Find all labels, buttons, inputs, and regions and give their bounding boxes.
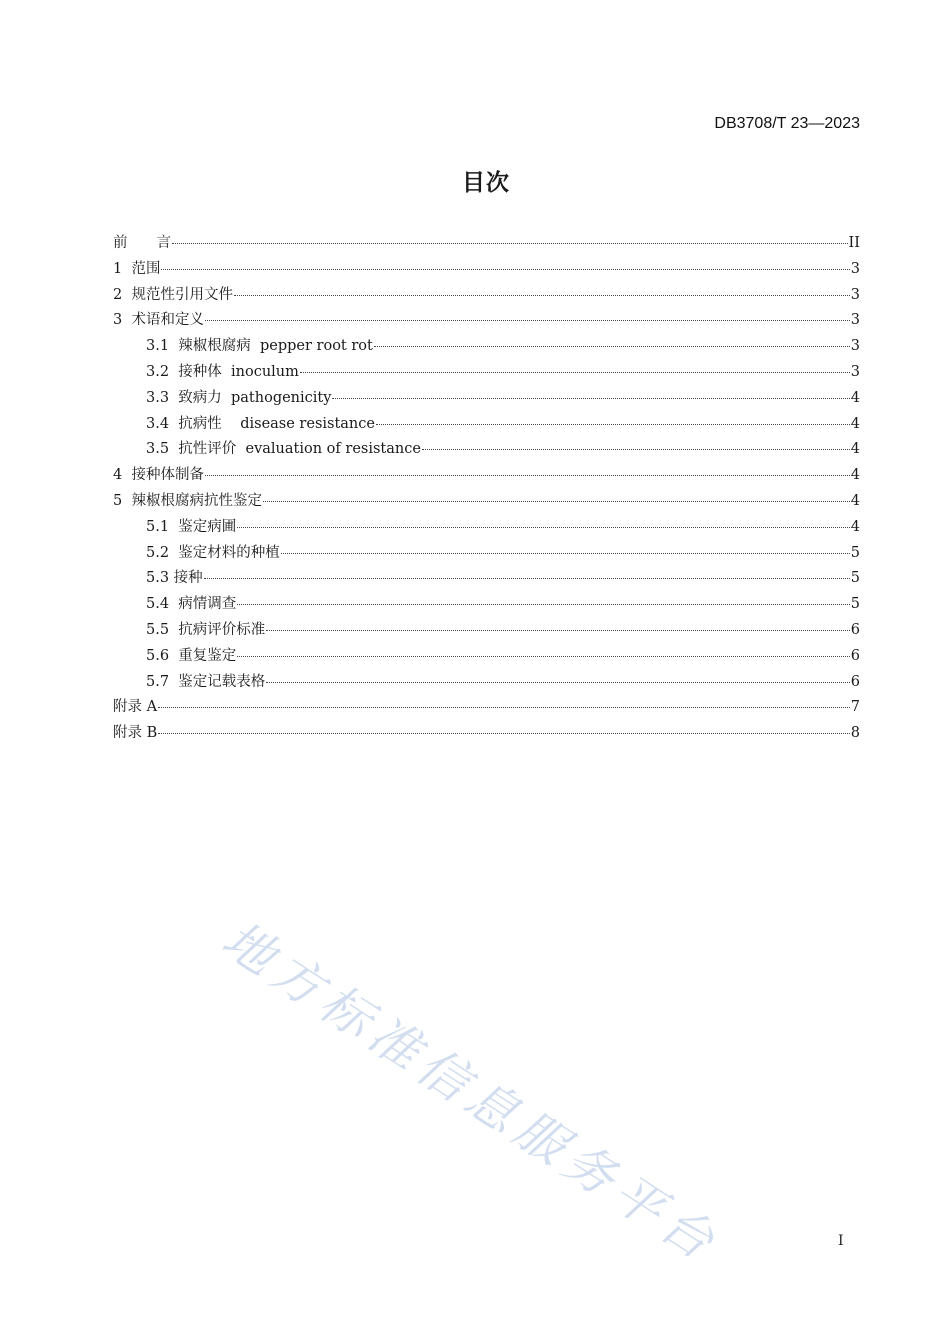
- toc-entry-label: 4 接种体制备: [113, 467, 204, 484]
- toc-entry[interactable]: [113, 463, 860, 489]
- toc-dot-leader: [237, 603, 849, 605]
- toc-entry-page: 7: [850, 699, 860, 716]
- toc-dot-leader: [205, 319, 850, 321]
- page-title: 目次: [462, 170, 510, 196]
- toc-entry-page: 4: [850, 441, 860, 458]
- toc-dot-leader: [266, 629, 849, 631]
- toc-entry-page: 6: [850, 673, 860, 690]
- toc-entry-label: 5.2 鉴定材料的种植: [146, 544, 280, 561]
- toc-entry[interactable]: [113, 360, 860, 386]
- toc-entry-label: 5.4 病情调查: [146, 596, 237, 613]
- toc-entry[interactable]: [113, 644, 860, 670]
- toc-dot-leader: [266, 681, 849, 683]
- toc-entry-label: 3.2 接种体 inoculum: [146, 363, 299, 380]
- toc-dot-leader: [237, 526, 849, 528]
- toc-entry[interactable]: [113, 592, 860, 618]
- toc-entry-page: 4: [850, 467, 860, 484]
- toc-dot-leader: [237, 655, 849, 657]
- toc-entry-page: 5: [850, 596, 860, 613]
- toc-entry-label: 5.1 鉴定病圃: [146, 518, 237, 535]
- toc-entry[interactable]: [113, 308, 860, 334]
- toc-entry[interactable]: [113, 541, 860, 567]
- toc-dot-leader: [376, 423, 850, 425]
- toc-entry-page: 8: [850, 725, 860, 742]
- toc-entry[interactable]: [113, 412, 860, 438]
- toc-entry-page: 3: [850, 286, 860, 303]
- toc-dot-leader: [158, 706, 850, 708]
- toc-entry-label: 5.6 重复鉴定: [146, 647, 237, 664]
- toc-entry[interactable]: [113, 231, 860, 257]
- toc-entry-label: 3.5 抗性评价 evaluation of resistance: [146, 441, 421, 458]
- toc-dot-leader: [172, 242, 848, 244]
- toc-entry[interactable]: [113, 721, 860, 747]
- toc-entry-page: 3: [850, 363, 860, 380]
- toc-dot-leader: [205, 474, 850, 476]
- toc-dot-leader: [300, 371, 850, 373]
- toc-entry[interactable]: [113, 489, 860, 515]
- toc-entry-label: 附录 A: [113, 699, 158, 716]
- toc-entry-label: 3 术语和定义: [113, 312, 204, 329]
- toc-dot-leader: [281, 552, 850, 554]
- toc-entry-label: 3.1 辣椒根腐病 pepper root rot: [146, 338, 373, 355]
- toc-entry-page: 6: [850, 621, 860, 638]
- toc-entry-label: 3.4 抗病性 disease resistance: [146, 415, 375, 432]
- page-number: I: [838, 1233, 844, 1249]
- toc-entry[interactable]: [113, 437, 860, 463]
- toc-entry-page: 3: [850, 260, 860, 277]
- toc-entry-page: 3: [850, 312, 860, 329]
- toc-entry-label: 前 言: [113, 235, 171, 251]
- toc-dot-leader: [234, 294, 850, 296]
- toc-entry-page: 6: [850, 647, 860, 664]
- toc-entry-page: 4: [850, 389, 860, 406]
- toc-dot-leader: [161, 268, 849, 270]
- toc-entry[interactable]: [113, 618, 860, 644]
- toc-entry-page: 5: [850, 544, 860, 561]
- toc-entry[interactable]: [113, 515, 860, 541]
- toc-dot-leader: [374, 345, 850, 347]
- document-code: DB3708/T 23—2023: [714, 115, 860, 132]
- toc-entry[interactable]: [113, 386, 860, 412]
- toc-dot-leader: [263, 500, 850, 502]
- toc-entry-label: 5 辣椒根腐病抗性鉴定: [113, 492, 262, 509]
- toc-dot-leader: [332, 397, 849, 399]
- toc-entry-label: 5.5 抗病评价标准: [146, 621, 266, 638]
- toc-entry-label: 附录 B: [113, 725, 158, 742]
- toc-entry-page: II: [848, 235, 860, 251]
- toc-dot-leader: [204, 577, 850, 579]
- toc-dot-leader: [422, 448, 850, 450]
- toc-entry-page: 4: [850, 415, 860, 432]
- toc-entry-label: 5.7 鉴定记载表格: [146, 673, 266, 690]
- toc-entry[interactable]: [113, 334, 860, 360]
- toc-entry-label: 5.3 接种: [146, 570, 203, 587]
- toc-entry[interactable]: [113, 257, 860, 283]
- toc-dot-leader: [158, 732, 850, 734]
- toc-entry[interactable]: [113, 695, 860, 721]
- toc-entry-label: 1 范围: [113, 260, 161, 277]
- table-of-contents: [113, 231, 860, 747]
- toc-entry[interactable]: [113, 670, 860, 696]
- toc-entry-label: 3.3 致病力 pathogenicity: [146, 389, 332, 406]
- watermark: 地方标准信息服务平台: [212, 910, 731, 1275]
- toc-entry-page: 4: [850, 492, 860, 509]
- toc-entry-page: 5: [850, 570, 860, 587]
- toc-entry[interactable]: [113, 283, 860, 309]
- toc-entry-page: 4: [850, 518, 860, 535]
- toc-entry-label: 2 规范性引用文件: [113, 286, 233, 303]
- toc-entry[interactable]: [113, 566, 860, 592]
- toc-entry-page: 3: [850, 338, 860, 355]
